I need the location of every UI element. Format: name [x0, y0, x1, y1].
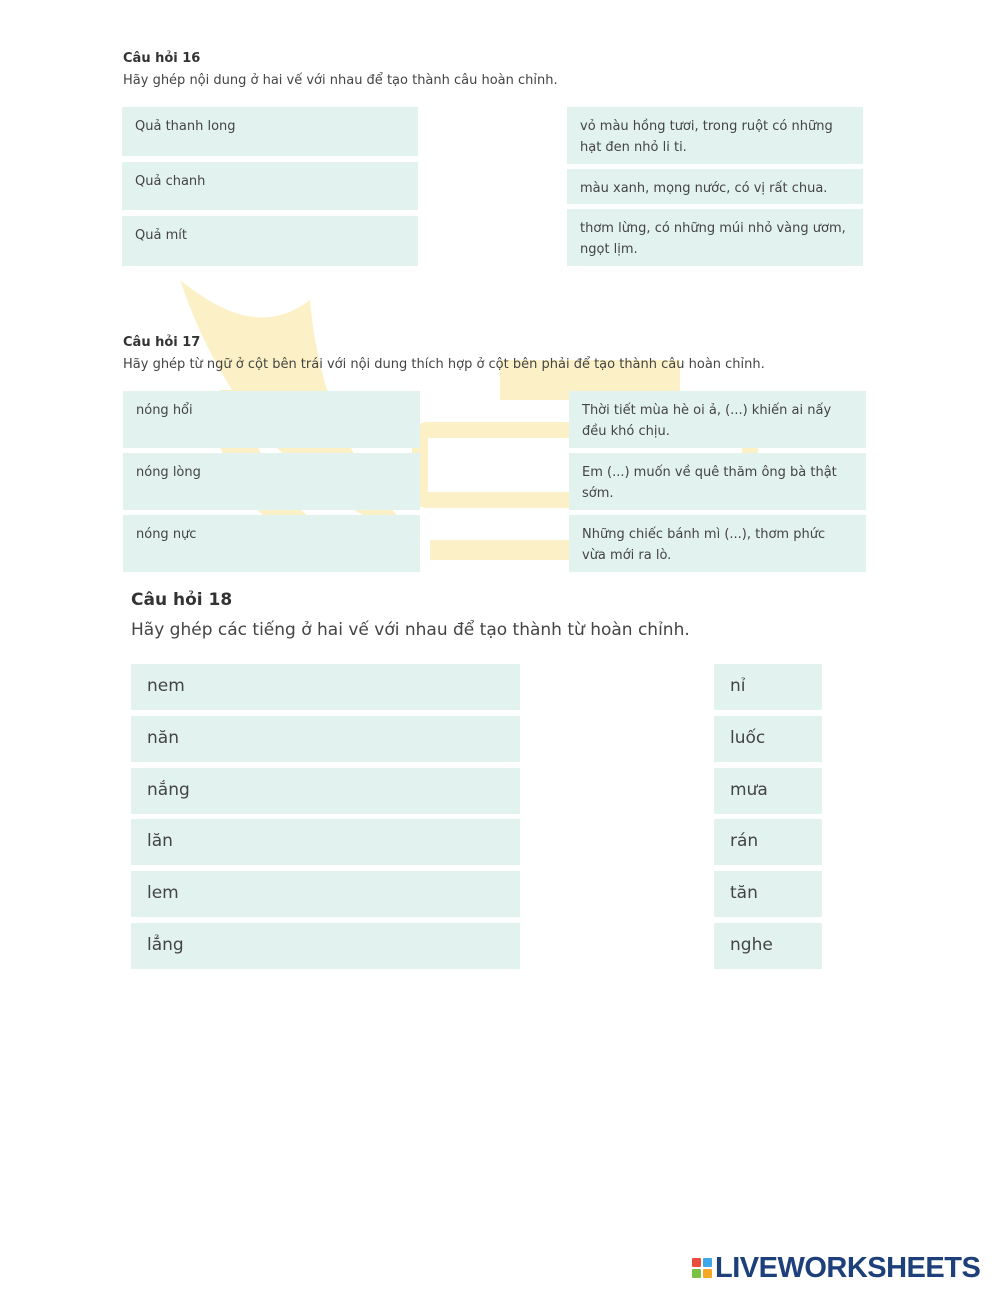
question-prompt: Hãy ghép từ ngữ ở cột bên trái với nội dung thích hợp ở cột bên phải để tạo thành câu hoàn chỉnh. [123, 357, 765, 372]
right-item[interactable]: thơm lừng, có những múi nhỏ vàng ươm, ngọt lịm. [567, 209, 863, 266]
right-item[interactable]: vỏ màu hồng tươi, trong ruột có những hạt đen nhỏ li ti. [567, 107, 863, 164]
left-item[interactable]: Quả chanh [122, 162, 418, 210]
left-item[interactable]: lăn [131, 819, 520, 865]
right-item[interactable]: Em (...) muốn về quê thăm ông bà thật sớm. [569, 453, 866, 510]
right-item[interactable]: tăn [714, 871, 822, 917]
liveworksheets-logo [692, 1250, 980, 1286]
logo-mark-icon [692, 1258, 712, 1278]
right-item[interactable]: luốc [714, 716, 822, 762]
right-item[interactable]: mưa [714, 768, 822, 814]
left-item[interactable]: nóng nực [123, 515, 420, 572]
left-item[interactable]: nem [131, 664, 520, 710]
left-item[interactable]: lẳng [131, 923, 520, 969]
left-item[interactable]: nóng hổi [123, 391, 420, 448]
question-prompt: Hãy ghép nội dung ở hai vế với nhau để tạo thành câu hoàn chỉnh. [123, 73, 558, 88]
logo-text: LIVEWORKSHEETS [715, 1251, 981, 1284]
left-item[interactable]: Quả mít [122, 216, 418, 266]
right-item[interactable]: Thời tiết mùa hè oi ả, (...) khiến ai nấy đều khó chịu. [569, 391, 866, 448]
left-item[interactable]: nóng lòng [123, 453, 420, 510]
right-item[interactable]: rán [714, 819, 822, 865]
right-item[interactable]: nỉ [714, 664, 822, 710]
question-prompt: Hãy ghép các tiếng ở hai vế với nhau để tạo thành từ hoàn chỉnh. [131, 620, 690, 640]
left-item[interactable]: nắng [131, 768, 520, 814]
right-item[interactable]: Những chiếc bánh mì (...), thơm phức vừa mới ra lò. [569, 515, 866, 572]
question-title: Câu hỏi 16 [123, 51, 201, 66]
question-title: Câu hỏi 18 [131, 590, 233, 610]
right-item[interactable]: nghe [714, 923, 822, 969]
question-title: Câu hỏi 17 [123, 335, 201, 350]
right-item[interactable]: màu xanh, mọng nước, có vị rất chua. [567, 169, 863, 204]
left-item[interactable]: Quả thanh long [122, 107, 418, 156]
left-item[interactable]: lem [131, 871, 520, 917]
left-item[interactable]: năn [131, 716, 520, 762]
